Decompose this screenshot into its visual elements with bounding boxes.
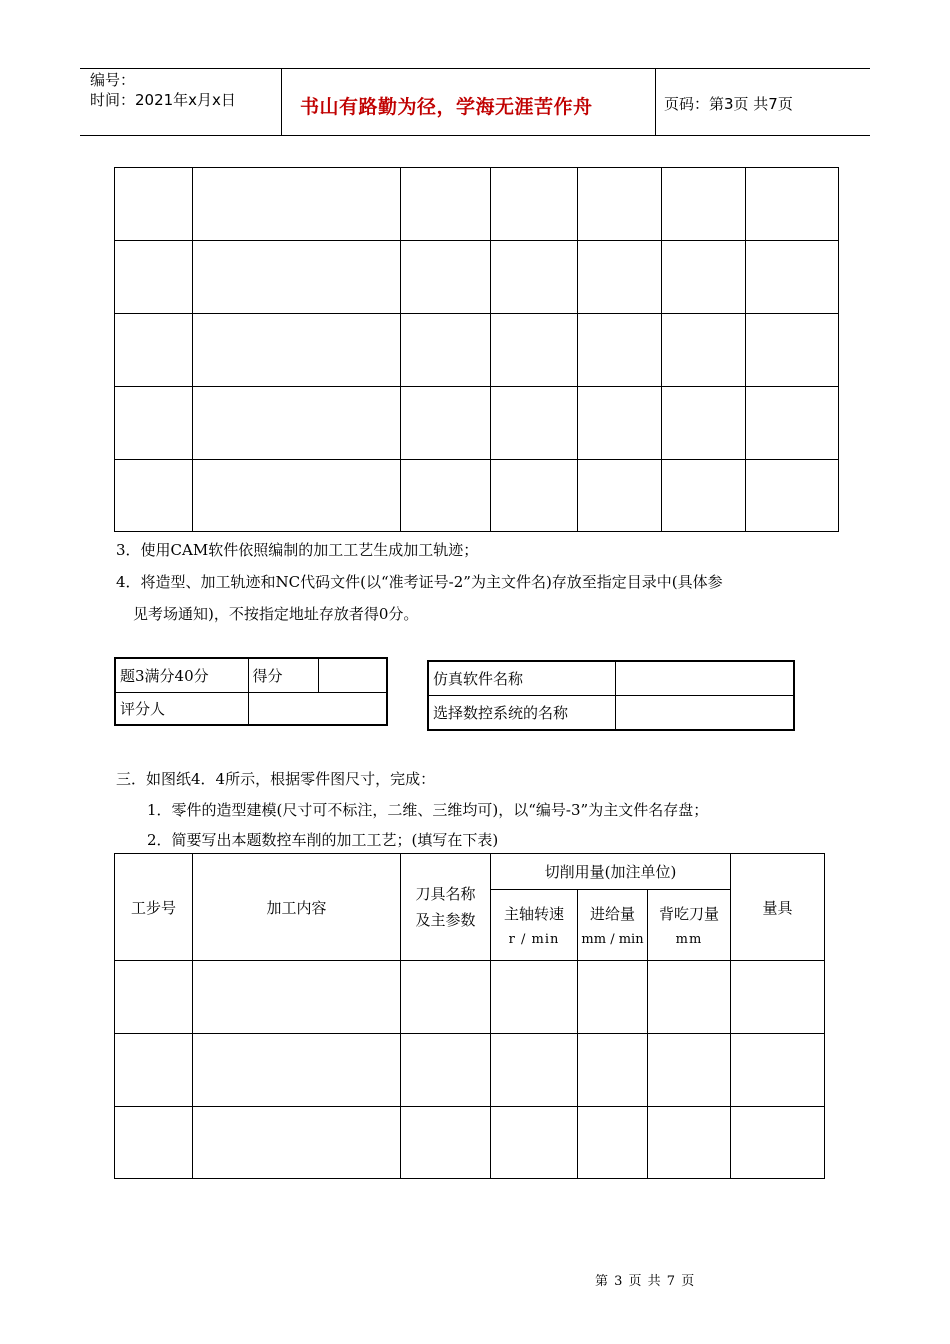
- header-feed: [578, 890, 648, 961]
- footer-page-number: 第 3 页 共 7 页: [595, 1274, 696, 1289]
- section3-item2: 2．简要写出本题数控车削的加工工艺；(填写在下表): [147, 831, 499, 849]
- header-divider-left: [281, 68, 282, 135]
- header-gauge: 量具: [731, 854, 825, 961]
- cnc-system-value[interactable]: [615, 695, 794, 730]
- header-top-rule: [80, 68, 870, 69]
- table-row: [115, 1034, 825, 1107]
- table-row: [115, 168, 839, 241]
- instruction-4-line1: 4．将造型、加工轨迹和NC代码文件(以“准考证号-2”为主文件名)存放至指定目录中(具体参: [116, 573, 723, 591]
- table-row: [115, 1107, 825, 1179]
- simulation-software-table: [427, 660, 795, 731]
- header-number-label: 编号：: [90, 71, 136, 89]
- header-cutting-params: 切削用量(加注单位): [491, 854, 731, 890]
- header-time-label: 时间：2021年x月x日: [90, 91, 236, 109]
- table-row: [115, 460, 839, 532]
- table-row: [115, 961, 825, 1034]
- header-depth: [648, 890, 731, 961]
- header-step-no: 工步号: [115, 854, 193, 961]
- process-table: [114, 853, 825, 1179]
- header-divider-right: [655, 68, 656, 135]
- score-label: 得分: [248, 658, 318, 692]
- feed-label: 进给量: [589, 905, 635, 923]
- header-tool: [401, 854, 491, 961]
- table-row: [115, 314, 839, 387]
- grader-label: 评分人: [115, 692, 248, 725]
- grader-value-cell[interactable]: [248, 692, 387, 725]
- score-value-cell[interactable]: [318, 658, 387, 692]
- header-motto: 书山有路勤为径，学海无涯苦作舟: [300, 96, 593, 118]
- software-name-value[interactable]: [615, 661, 794, 695]
- instruction-3: 3．使用CAM软件依照编制的加工工艺生成加工轨迹；: [116, 541, 479, 559]
- section3-item1: 1．零件的造型建模(尺寸可不标注，二维、三维均可)，以“编号-3”为主文件名存盘；: [147, 801, 709, 819]
- software-name-label: 仿真软件名称: [428, 661, 615, 695]
- cnc-system-label: 选择数控系统的名称: [428, 695, 615, 730]
- feed-unit: mm / min: [581, 932, 644, 947]
- table-row: [115, 241, 839, 314]
- spindle-unit: r / min: [508, 932, 560, 947]
- spindle-label: 主轴转速: [503, 905, 564, 923]
- question-score-label: 题3满分40分: [115, 658, 248, 692]
- score-table: [114, 657, 388, 726]
- depth-label: 背吃刀量: [659, 905, 720, 923]
- depth-unit: mm: [675, 932, 703, 947]
- header-page-label: 页码：第3页 共7页: [664, 95, 793, 113]
- section3-title: 三．如图纸4．4所示，根据零件图尺寸，完成：: [116, 770, 436, 788]
- instruction-4-line2: 见考场通知)，不按指定地址存放者得0分。: [133, 605, 419, 623]
- header-tool-text: 刀具名称及主参数: [415, 885, 476, 929]
- header-bottom-rule: [80, 135, 870, 136]
- table-row: [115, 387, 839, 460]
- header-content: 加工内容: [193, 854, 401, 961]
- process-table-continued: [114, 167, 839, 532]
- header-spindle-speed: [491, 890, 578, 961]
